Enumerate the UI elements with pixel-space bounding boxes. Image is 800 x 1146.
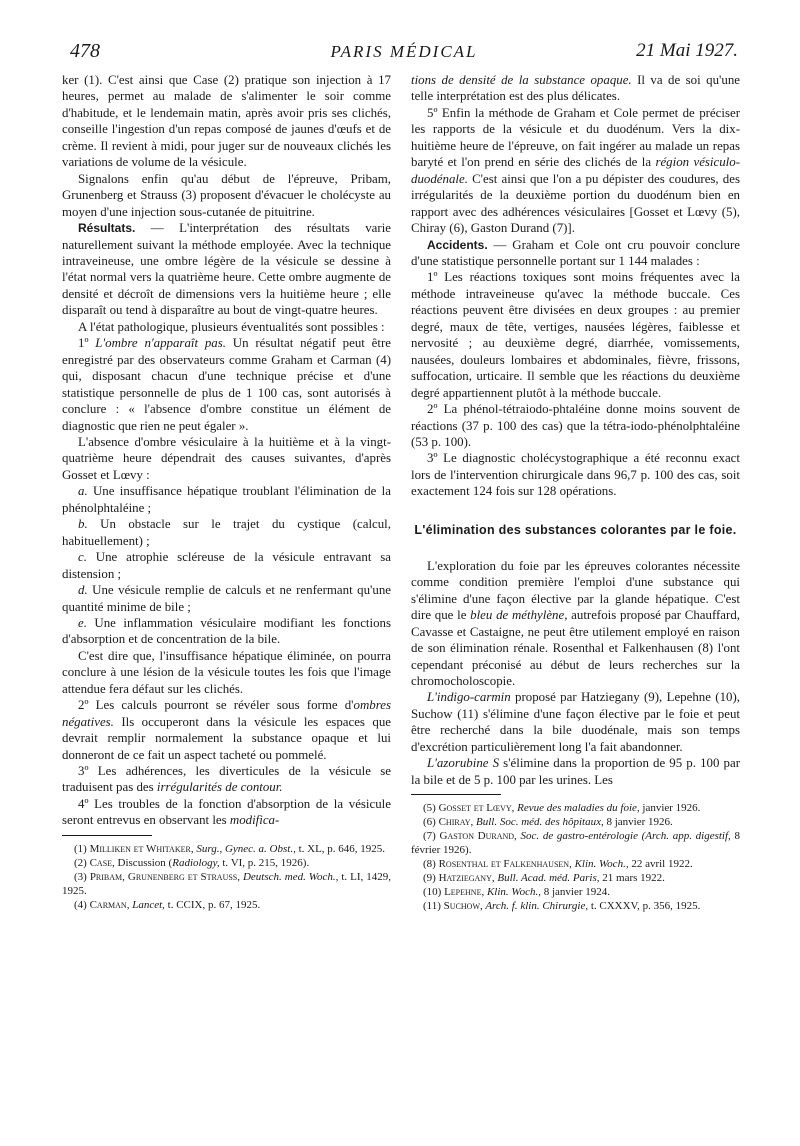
paragraph: 5º Enfin la méthode de Graham et Cole permet de préciser les rapports de la vésicule et du duodénum. Vers la dix-huitième heure de l'épreuve, on fait ingérer au malade un repas baryté et l'on prend en série des clichés de la région vésiculo-duodénale. C'est ainsi que l'on a pu dépister des coudures, des irrégularités de la deuxième portion du duodénum bien en rapport avec des adhérences vésiculaires [Gosset et Lœvy (5), Chiray (6), Gaston Durand (7)]. [411, 105, 741, 236]
footnote: (6) Chiray, Bull. Soc. méd. des hôpitaux, 8 janvier 1926. [423, 816, 673, 829]
footnote: (10) Lepehne, Klin. Woch., 8 janvier 1924. [423, 886, 611, 899]
paragraph: 3º Le diagnostic cholécystographique a été reconnu exact lors de l'intervention chirurgicale dans 96,7 p. 100 des cas, soit exactement 124 fois sur 128 opérations. [411, 451, 740, 499]
list-item: a. Une insuffisance hépatique troublant l'élimination de la phénolphtaléine ; [62, 484, 391, 515]
paragraph: L'azorubine S s'élimine dans la proportion de 95 p. 100 par la bile et de 5 p. 100 par les urines. Les [411, 756, 740, 787]
paragraph: C'est dire que, l'insuffisance hépatique éliminée, on pourra conclure à une lésion de la vésicule toutes les fois que l'image attendue fera défaut sur les clichés. [62, 648, 391, 696]
footnote: (11) Suchow, Arch. f. klin. Chirurgie, t. CXXXV, p. 356, 1925. [423, 900, 701, 913]
page-number: 478 [70, 40, 100, 62]
list-item: e. Une inflammation vésiculaire modifiant les fonctions d'absorption et de concentration de la bile. [62, 615, 391, 647]
left-column [62, 72, 391, 912]
paragraph: Résultats. — L'interprétation des résultats varie naturellement suivant la méthode employée. Avec la technique intraveineuse, une ombre légère de la vésicule se dessine à l'état normal vers la quatrième heure. Cette ombre augmente de densité et décroît de dimensions vers la huitième heure ; elle disparaît ou tend à disparaître au bout de vingt-quatre heures. [62, 221, 391, 318]
footnotes [62, 842, 391, 912]
journal-title: PARIS MÉDICAL [330, 42, 478, 61]
paragraph: A l'état pathologique, plusieurs éventualités sont possibles : [78, 319, 385, 334]
paragraph: L'indigo-carmin proposé par Hatziegany (9), Lepehne (10), Suchow (11) s'élimine d'une façon élective par le foie et peut être recherché dans la bile duodénale, mais son temps d'excrétion particulièrement long l'a fait abandonner. [411, 690, 740, 754]
footnote: (2) Case, Discussion (Radiology, t. VI, p. 215, 1926). [74, 856, 310, 869]
footnote-divider [62, 835, 152, 836]
paragraph: L'exploration du foie par les épreuves colorantes nécessite comme condition première l'emploi d'une substance qui s'élimine d'une façon élective par la glande hépatique. C'est dire que le bleu de méthylène, autrefois proposé par Chauffard, Cavasse et Castaigne, ne peut être utilement employé en raison de son élimination rénale. Rosenthal et Falkenhausen (8) l'ont cependant préconisé au début de leurs recherches sur la chromocholoscopie. [411, 558, 740, 688]
paragraph: L'absence d'ombre vésiculaire à la huitième et à la vingt-quatrième heure dépendrait des causes suivantes, d'après Gosset et Lœvy : [62, 434, 391, 482]
footnote: (5) Gosset et Lœvy, Revue des maladies du foie, janvier 1926. [423, 802, 701, 815]
issue-date: 21 Mai 1927. [636, 40, 738, 61]
footnote: (3) Pribam, Grunenberg et Strauss, Deutsch. med. Woch., t. LI, 1429, 1925. [62, 870, 391, 897]
paragraph: 1º L'ombre n'apparaît pas. Un résultat négatif peut être enregistré par des observateurs comme Graham et Carman (4) qui, disposant chacun d'une technique précise et d'une statistique personnelle de plus de 1 100 cas, sont autorisés à conclure : « l'absence d'ombre constitue un élément de diagnostic que rien ne peut égaler ». [62, 336, 391, 433]
footnotes [411, 801, 740, 913]
run-in-heading: Accidents. [427, 237, 488, 252]
footnote: (8) Rosenthal et Falkenhausen, Klin. Woch., 22 avril 1922. [423, 858, 693, 871]
paragraph: Accidents. — Graham et Cole ont cru pouvoir conclure d'une statistique personnelle portant sur 1 144 malades : [411, 237, 740, 268]
footnote: (1) Milliken et Whitaker, Surg., Gynec. a. Obst., t. XL, p. 646, 1925. [74, 842, 386, 855]
list-item: b. Un obstacle sur le trajet du cystique (calcul, habituellement) ; [62, 517, 391, 548]
list-item: d. Une vésicule remplie de calculs et ne renfermant qu'une quantité minime de bile ; [62, 583, 391, 614]
paragraph: 1º Les réactions toxiques sont moins fréquentes avec la méthode intraveineuse qu'avec la méthode buccale. Ces réactions peuvent être divisées en deux groupes : au premier degré, maux de tête, vertiges, nausées légères, faiblesse et nervosité ; au deuxième degré, diarrhée, vomissements, nausées, douleurs lombaires et abdominales, fièvre, frissons, suffocation, urticaire. Il semble que les réactions du deuxième degré appartiennent plutôt à la méthode buccale. [411, 270, 740, 400]
run-in-heading: Résultats. [78, 221, 136, 236]
footnote: (4) Carman, Lancet, t. CCIX, p. 67, 1925. [74, 898, 261, 911]
paragraph: Signalons enfin qu'au début de l'épreuve, Pribam, Grunenberg et Strauss (3) proposent d'évacuer le cholécyste au moyen d'une injection sous-cutanée de pituitrine. [62, 171, 391, 219]
footnote-divider [411, 794, 501, 795]
paragraph: 2º La phénol-tétraiodo-phtaléine donne moins souvent de réactions (37 p. 100 des cas) que la tétra-iodo-phénolphtaléine (53 p. 100). [411, 402, 740, 449]
paragraph: tions de densité de la substance opaque. Il va de soi qu'une telle interprétation est des plus délicates. [411, 73, 740, 104]
page-header [70, 40, 738, 70]
list-item: c. Une atrophie scléreuse de la vésicule entravant sa distension ; [62, 550, 391, 581]
right-column [411, 72, 740, 913]
paragraph: 4º Les troubles de la fonction d'absorption de la vésicule seront entrevus en observant les modifica- [62, 796, 391, 828]
section-title: L'élimination des substances colorantes par le foie. [414, 522, 737, 537]
paragraph: 2º Les calculs pourront se révéler sous forme d'ombres négatives. Ils occuperont dans la vésicule les espaces que devrait remplir normalement la substance opaque et lui donneront de ce fait un aspect tacheté ou pommelé. [62, 698, 391, 762]
footnote: (7) Gaston Durand, Soc. de gastro-entérologie (Arch. app. digestif, 8 février 1926). [411, 830, 741, 857]
paragraph: ker (1). C'est ainsi que Case (2) pratique son injection à 17 heures, permet au malade de s'alimenter le soir comme d'habitude, et le lendemain matin, après avoir pris ses clichés, conseille l'ingestion d'un repas composé de jaunes d'œufs et de crème. Il revient à midi, pour juger sur de nouveaux clichés les variations de volume de la vésicule. [62, 73, 391, 170]
paragraph: 3º Les adhérences, les diverticules de la vésicule se traduisent pas des irrégularités de contour. [62, 764, 391, 795]
footnote: (9) Hatziegany, Bull. Acad. méd. Paris, 21 mars 1922. [423, 872, 665, 885]
